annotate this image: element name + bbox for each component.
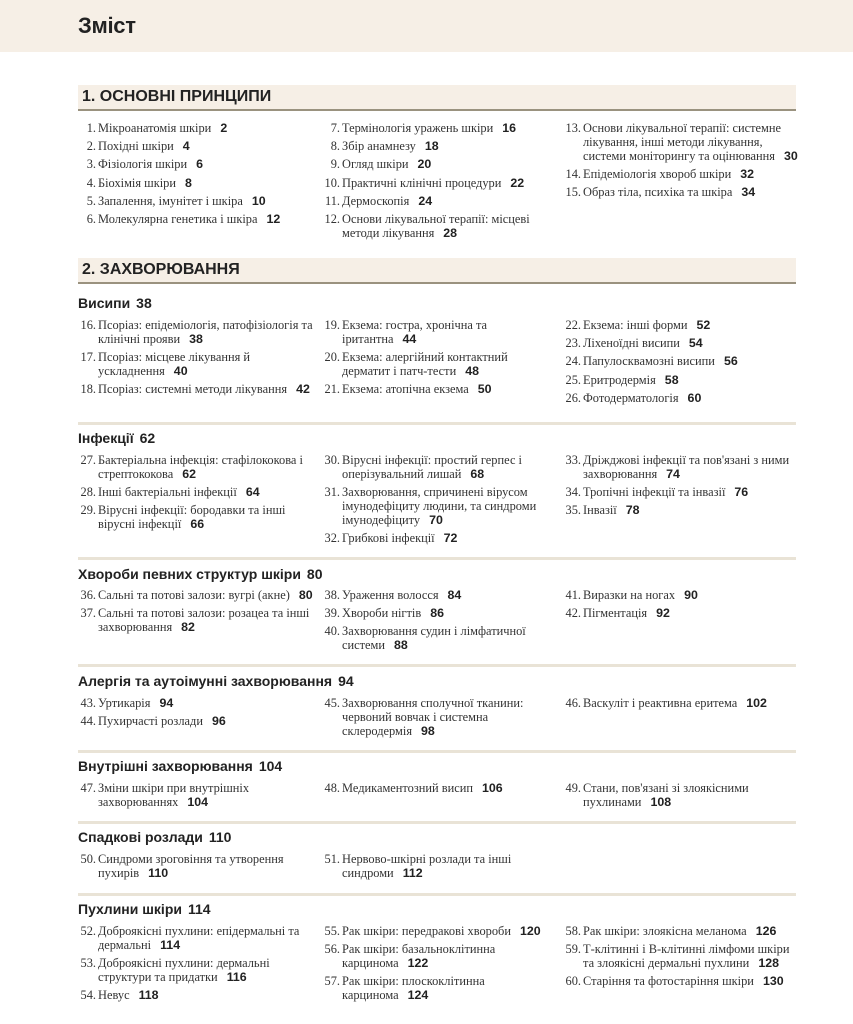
page-number: 66	[190, 517, 205, 532]
page-number: 2	[220, 121, 228, 135]
chapter-title: Пухирчасті розлади	[98, 714, 203, 729]
chapter-title: Основи лікувальної терапії: місцеві методи лікування	[342, 211, 530, 240]
chapter-title: Т-клітинні і В-клітинні лімфоми шкіри та злоякісні дермальні пухлини	[583, 942, 790, 971]
toc-entry[interactable]	[78, 588, 313, 602]
chapter-number: 29.	[80, 503, 96, 518]
toc-entry[interactable]	[78, 606, 313, 634]
toc-entry[interactable]	[78, 485, 313, 499]
chapter-number: 35.	[565, 503, 581, 518]
toc-entry[interactable]	[563, 485, 798, 499]
toc-column	[322, 924, 557, 1007]
chapter-number: 16.	[80, 318, 96, 332]
chapter-title: Рак шкіри: передракові хвороби	[342, 924, 511, 938]
divider	[78, 893, 796, 896]
page-number: 64	[245, 485, 260, 500]
chapter-number: 33.	[565, 453, 581, 467]
group-name: Інфекції	[78, 430, 134, 446]
toc-column	[322, 781, 557, 799]
toc-entry[interactable]	[78, 696, 313, 710]
toc-entry[interactable]	[322, 924, 557, 938]
page-number: 90	[684, 588, 698, 602]
toc-entry[interactable]	[322, 318, 557, 346]
chapter-number: 47.	[80, 781, 96, 795]
chapter-number: 25.	[565, 372, 581, 387]
toc-entry[interactable]	[322, 624, 557, 652]
toc-entry[interactable]	[322, 157, 557, 171]
toc-column	[563, 924, 798, 993]
chapter-number: 44.	[80, 714, 96, 729]
toc-column	[563, 588, 798, 624]
chapter-number: 57.	[324, 974, 340, 989]
group-title-allergy[interactable]	[78, 673, 354, 689]
toc-entry[interactable]	[78, 212, 313, 226]
toc-entry[interactable]	[563, 696, 798, 710]
chapter-title: Доброякісні пухлини: епідермальні та дермальні	[98, 924, 300, 952]
toc-entry[interactable]	[322, 942, 557, 970]
toc-entry[interactable]	[322, 696, 557, 738]
group-title-rashes[interactable]	[78, 295, 152, 311]
chapter-number: 15.	[565, 185, 581, 200]
page-number: 84	[447, 588, 462, 602]
page-number: 54	[688, 336, 703, 351]
chapter-number: 36.	[80, 588, 96, 602]
group-page: 38	[136, 295, 152, 311]
group-name: Внутрішні захворювання	[78, 758, 253, 774]
toc-entry[interactable]	[78, 453, 313, 481]
chapter-title: Захворювання, спричинені вірусом імунодефіциту людини, та синдроми імунодефіциту	[342, 485, 537, 528]
page-number: 40	[173, 364, 188, 379]
chapter-number: 23.	[565, 336, 581, 351]
page-number: 38	[189, 332, 203, 346]
chapter-title: Бактеріальна інфекція: стафілококова і стрептококова	[98, 453, 303, 481]
chapter-title: Фізіологія шкіри	[98, 157, 188, 172]
page-number: 10	[251, 193, 266, 208]
toc-column	[563, 696, 798, 714]
toc-column	[563, 121, 798, 204]
divider	[78, 422, 796, 425]
divider	[78, 557, 796, 560]
toc-column	[322, 696, 557, 742]
chapter-title: Фотодерматологія	[583, 390, 679, 405]
chapter-title: Зміни шкіри при внутрішніх захворюваннях	[98, 781, 250, 809]
page-number: 98	[421, 724, 435, 738]
chapter-title: Запалення, імунітет і шкіра	[98, 193, 243, 208]
toc-column	[563, 318, 798, 409]
chapter-title: Сальні та потові залози: вугрі (акне)	[98, 588, 290, 602]
page-number: 20	[417, 157, 432, 172]
chapter-number: 52.	[80, 924, 96, 938]
group-title-skin-structures[interactable]	[78, 566, 323, 582]
toc-entry[interactable]	[78, 194, 313, 208]
page-number: 116	[226, 970, 247, 985]
chapter-title: Екзема: алергійний контактний дерматит і патч-тести	[342, 350, 508, 379]
toc-entry[interactable]	[78, 176, 313, 190]
page-number: 82	[181, 620, 195, 635]
toc-column	[78, 924, 313, 1007]
chapter-title: Вірусні інфекції: простий герпес і оперізувальний лишай	[342, 453, 522, 481]
toc-entry[interactable]	[78, 852, 313, 880]
toc-entry[interactable]	[322, 139, 557, 153]
group-title-hereditary[interactable]	[78, 829, 231, 845]
chapter-number: 27.	[80, 453, 96, 467]
group-name: Спадкові розлади	[78, 829, 203, 845]
chapter-title: Епідеміологія хвороб шкіри	[583, 167, 732, 182]
group-name: Висипи	[78, 295, 131, 311]
group-page: 114	[187, 901, 211, 917]
chapter-number: 11.	[324, 193, 340, 208]
chapter-title: Інвазії	[583, 503, 617, 518]
page-number: 78	[625, 503, 640, 518]
toc-entry[interactable]	[563, 354, 798, 368]
chapter-title: Молекулярна генетика і шкіра	[98, 211, 258, 226]
page-number: 60	[687, 390, 702, 405]
chapter-number: 2.	[86, 139, 96, 154]
chapter-number: 17.	[80, 350, 96, 365]
page-number: 106	[482, 781, 503, 795]
chapter-title: Інші бактеріальні інфекції	[98, 485, 237, 500]
toc-entry[interactable]	[322, 453, 557, 481]
page-number: 56	[723, 354, 738, 369]
toc-entry[interactable]	[322, 382, 557, 396]
part-header-basics	[78, 85, 796, 111]
chapter-title: Ліхеноїдні висипи	[583, 336, 680, 351]
chapter-number: 13.	[565, 121, 581, 135]
toc-column	[78, 318, 313, 401]
chapter-title: Невус	[98, 988, 130, 1003]
toc-entry[interactable]	[322, 606, 557, 620]
group-page: 94	[338, 673, 354, 689]
chapter-title: Основи лікувальної терапії: системне лікування, інші методи лікування, системи моніторингу та оцінювання	[583, 121, 782, 163]
chapter-title: Еритродермія	[583, 372, 656, 387]
chapter-title: Доброякісні пухлини: дермальні структури та придатки	[98, 956, 270, 985]
group-page: 62	[139, 430, 156, 446]
chapter-number: 38.	[324, 588, 340, 602]
page-number: 8	[185, 175, 192, 190]
page-number: 28	[443, 225, 458, 240]
chapter-title: Мікроанатомія шкіри	[98, 121, 212, 135]
toc-entry[interactable]	[563, 121, 798, 163]
chapter-number: 58.	[565, 924, 581, 938]
chapter-title: Похідні шкіри	[98, 139, 174, 154]
chapter-number: 21.	[324, 382, 340, 397]
toc-entry[interactable]	[322, 350, 557, 378]
chapter-title: Псоріаз: системні методи лікування	[98, 382, 288, 397]
page-number: 114	[160, 938, 181, 952]
toc-column	[78, 696, 313, 732]
toc-entry[interactable]	[322, 974, 557, 1002]
chapter-title: Вірусні інфекції: бородавки та інші вірусні інфекції	[98, 503, 286, 532]
toc-column	[322, 453, 557, 550]
chapter-number: 3.	[86, 157, 96, 172]
chapter-title: Образ тіла, психіка та шкіра	[583, 185, 733, 200]
divider	[78, 750, 796, 753]
page-number: 62	[182, 467, 196, 481]
chapter-number: 49.	[565, 781, 581, 795]
chapter-title: Екзема: атопічна екзема	[342, 382, 469, 397]
chapter-title: Рак шкіри: базальноклітинна карцинома	[342, 942, 496, 971]
divider	[78, 821, 796, 824]
chapter-title: Псоріаз: епідеміологія, патофізіологія та клінічні прояви	[98, 318, 313, 346]
chapter-number: 19.	[324, 318, 340, 332]
toc-entry[interactable]	[563, 974, 798, 988]
page-number: 130	[762, 974, 784, 989]
chapter-number: 46.	[565, 696, 581, 710]
chapter-title: Ураження волосся	[342, 588, 439, 602]
chapter-number: 20.	[324, 350, 340, 365]
group-page: 110	[208, 829, 232, 845]
chapter-title: Захворювання судин і лімфатичної системи	[342, 624, 526, 653]
toc-column	[78, 852, 313, 884]
chapter-number: 32.	[324, 531, 340, 546]
chapter-title: Хвороби нігтів	[342, 606, 422, 621]
toc-column	[78, 781, 313, 813]
chapter-title: Синдроми зроговіння та утворення пухирів	[98, 852, 284, 880]
toc-entry[interactable]	[78, 503, 313, 531]
chapter-number: 30.	[324, 453, 340, 467]
chapter-title: Дріжджові інфекції та пов'язані з ними захворювання	[583, 453, 790, 481]
chapter-number: 34.	[565, 485, 581, 500]
page-number: 68	[470, 467, 485, 481]
toc-entry[interactable]	[563, 781, 798, 809]
page-number: 76	[734, 485, 749, 500]
chapter-number: 53.	[80, 956, 96, 971]
page-number: 118	[138, 988, 159, 1003]
chapter-number: 55.	[324, 924, 340, 938]
toc-entry[interactable]	[78, 714, 313, 728]
page-number: 24	[418, 193, 433, 208]
page-number: 80	[298, 588, 313, 602]
chapter-title: Огляд шкіри	[342, 157, 409, 172]
toc-entry[interactable]	[563, 391, 798, 405]
toc-entry[interactable]	[78, 781, 313, 809]
page-number: 110	[148, 866, 169, 880]
group-page: 80	[306, 566, 323, 582]
page-number: 16	[502, 121, 517, 135]
group-title-tumors[interactable]	[78, 901, 211, 917]
toc-entry[interactable]	[322, 852, 557, 880]
toc-entry[interactable]	[322, 781, 557, 795]
page-number: 44	[402, 332, 417, 346]
page-number: 50	[477, 382, 492, 397]
toc-column	[78, 588, 313, 638]
group-page: 104	[258, 758, 283, 774]
toc-entry[interactable]	[563, 167, 798, 181]
chapter-number: 26.	[565, 390, 581, 405]
chapter-title: Стани, пов'язані зі злоякісними пухлинами	[583, 781, 749, 809]
page-number: 42	[296, 382, 310, 397]
page-number: 30	[783, 149, 798, 163]
page-title: Зміст	[78, 13, 136, 38]
page-number: 104	[187, 795, 209, 809]
chapter-title: Пігментація	[583, 606, 648, 621]
chapter-title: Нервово-шкірні розлади та інші синдроми	[342, 852, 512, 880]
chapter-title: Псоріаз: місцеве лікування й ускладнення	[98, 350, 251, 379]
page-number: 48	[465, 364, 479, 379]
toc-column	[322, 318, 557, 401]
chapter-number: 8.	[330, 139, 340, 154]
chapter-number: 31.	[324, 485, 340, 500]
toc-entry[interactable]	[322, 121, 557, 135]
chapter-number: 40.	[324, 624, 340, 639]
part-header-diseases	[78, 258, 796, 284]
toc-entry[interactable]	[563, 336, 798, 350]
chapter-number: 37.	[80, 606, 96, 621]
page-number: 52	[696, 318, 711, 332]
toc-entry[interactable]	[78, 350, 313, 378]
toc-entry[interactable]	[322, 531, 557, 545]
page-number: 126	[755, 924, 777, 938]
toc-entry[interactable]	[322, 212, 557, 240]
chapter-title: Старіння та фотостаріння шкіри	[583, 974, 754, 989]
toc-entry[interactable]	[563, 453, 798, 481]
chapter-title: Захворювання сполучної тканини: червоний вовчак і системна склеродермія	[342, 696, 524, 738]
toc-entry[interactable]	[78, 956, 313, 984]
group-name: Хвороби певних структур шкіри	[78, 566, 301, 582]
page-number: 18	[424, 139, 439, 154]
page-number: 94	[159, 696, 174, 710]
page-number: 34	[741, 185, 756, 200]
chapter-title: Екзема: гостра, хронічна та іритантна	[342, 318, 488, 346]
toc-column	[322, 852, 557, 884]
page-number: 6	[196, 157, 204, 172]
toc-entry[interactable]	[563, 318, 798, 332]
toc-entry[interactable]	[563, 924, 798, 938]
chapter-number: 28.	[80, 485, 96, 500]
chapter-number: 50.	[80, 852, 96, 866]
chapter-title: Рак шкіри: плоскоклітинна карцинома	[342, 974, 485, 1003]
chapter-number: 12.	[324, 211, 340, 226]
toc-entry[interactable]	[78, 988, 313, 1002]
chapter-title: Васкуліт і реактивна еритема	[583, 696, 738, 710]
chapter-title: Рак шкіри: злоякісна меланома	[583, 924, 747, 938]
chapter-number: 14.	[565, 167, 581, 182]
chapter-title: Біохімія шкіри	[98, 175, 176, 190]
page-number: 128	[758, 956, 779, 971]
page-number: 58	[664, 372, 679, 387]
group-name: Алергія та аутоімунні захворювання	[78, 673, 333, 689]
toc-entry[interactable]	[78, 157, 313, 171]
chapter-title: Тропічні інфекції та інвазії	[583, 485, 726, 500]
chapter-number: 4.	[86, 175, 96, 190]
toc-entry[interactable]	[78, 924, 313, 952]
chapter-number: 43.	[80, 696, 96, 710]
chapter-number: 1.	[86, 121, 96, 135]
page-number: 120	[520, 924, 541, 938]
toc-entry[interactable]	[78, 121, 313, 135]
toc-column	[322, 588, 557, 657]
toc-entry[interactable]	[322, 588, 557, 602]
page-number: 108	[650, 795, 672, 809]
toc-column	[563, 781, 798, 813]
chapter-title: Медикаментозний висип	[342, 781, 474, 795]
toc-entry[interactable]	[563, 588, 798, 602]
toc-entry[interactable]	[563, 606, 798, 620]
page-number: 86	[430, 606, 444, 621]
page-number: 96	[211, 714, 226, 729]
chapter-number: 22.	[565, 318, 581, 332]
toc-column	[78, 121, 313, 230]
chapter-number: 42.	[565, 606, 581, 621]
chapter-title: Сальні та потові залози: розацеа та інші захворювання	[98, 606, 310, 635]
page-number: 124	[407, 988, 429, 1003]
page-number: 102	[746, 696, 767, 710]
toc-column	[563, 453, 798, 522]
chapter-title: Виразки на ногах	[583, 588, 676, 602]
page-number: 112	[402, 866, 423, 880]
chapter-title: Екзема: інші форми	[583, 318, 688, 332]
chapter-number: 51.	[324, 852, 340, 866]
toc-entry[interactable]	[563, 185, 798, 199]
part-title: 1. ОСНОВНІ ПРИНЦИПИ	[82, 88, 272, 105]
page-number: 4	[182, 139, 190, 154]
chapter-number: 18.	[80, 382, 96, 397]
chapter-number: 48.	[324, 781, 340, 795]
chapter-number: 10.	[324, 175, 340, 190]
chapter-title: Термінологія уражень шкіри	[342, 121, 494, 135]
page-number: 92	[656, 606, 670, 621]
chapter-number: 45.	[324, 696, 340, 710]
divider	[78, 664, 796, 667]
chapter-number: 54.	[80, 988, 96, 1003]
toc-entry[interactable]	[563, 942, 798, 970]
page-number: 22	[510, 175, 525, 190]
chapter-number: 56.	[324, 942, 340, 957]
toc-entry[interactable]	[322, 194, 557, 208]
chapter-number: 59.	[565, 942, 581, 957]
chapter-number: 60.	[565, 974, 581, 989]
toc-entry[interactable]	[78, 318, 313, 346]
group-title-internal[interactable]	[78, 758, 282, 774]
chapter-title: Практичні клінічні процедури	[342, 175, 502, 190]
page-number: 12	[266, 211, 281, 226]
chapter-number: 7.	[330, 121, 340, 135]
toc-entry[interactable]	[322, 176, 557, 190]
header-band	[0, 0, 853, 52]
page-number: 88	[394, 638, 408, 653]
chapter-title: Збір анамнезу	[342, 139, 416, 154]
toc-entry[interactable]	[563, 503, 798, 517]
chapter-number: 9.	[330, 157, 340, 172]
chapter-title: Папулосквамозні висипи	[583, 354, 715, 369]
part-title: 2. ЗАХВОРЮВАННЯ	[82, 261, 240, 278]
chapter-number: 39.	[324, 606, 340, 621]
toc-entry[interactable]	[78, 382, 313, 396]
group-name: Пухлини шкіри	[78, 901, 182, 917]
chapter-number: 6.	[86, 211, 96, 226]
toc-column	[322, 121, 557, 244]
chapter-title: Уртикарія	[98, 696, 151, 710]
page-number: 74	[666, 467, 680, 481]
page-number: 122	[407, 956, 429, 971]
chapter-title: Грибкові інфекції	[342, 531, 435, 546]
group-title-infections[interactable]	[78, 430, 155, 446]
chapter-number: 5.	[86, 193, 96, 208]
page-number: 70	[429, 513, 443, 528]
chapter-title: Дермоскопія	[342, 193, 410, 208]
chapter-number: 41.	[565, 588, 581, 602]
toc-entry[interactable]	[78, 139, 313, 153]
page-number: 32	[740, 167, 755, 182]
toc-column	[78, 453, 313, 536]
chapter-number: 24.	[565, 354, 581, 369]
page-number: 72	[443, 531, 458, 546]
toc-entry[interactable]	[322, 485, 557, 527]
toc-entry[interactable]	[563, 373, 798, 387]
